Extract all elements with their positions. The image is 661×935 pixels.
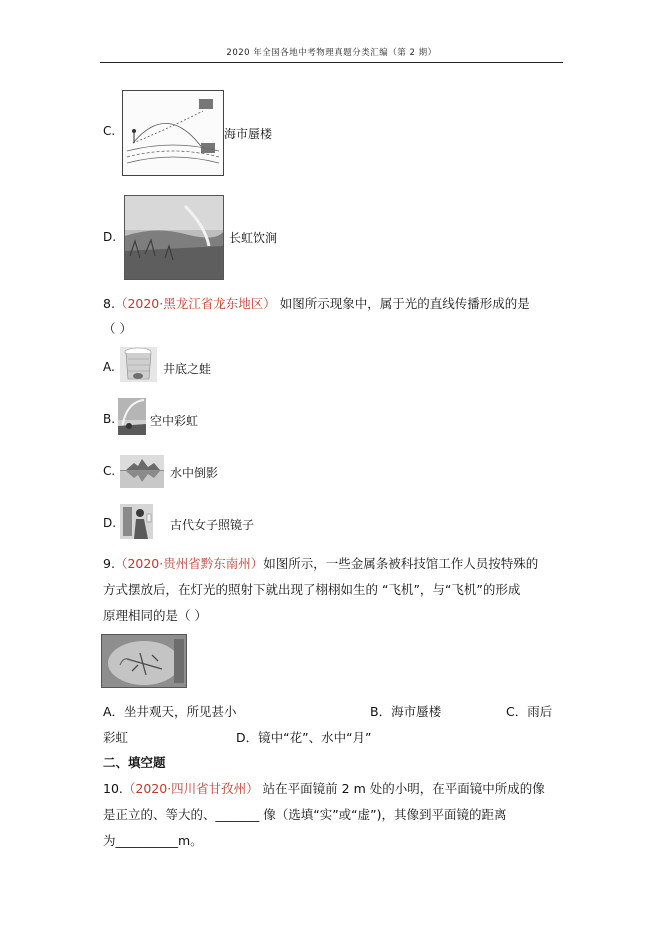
q9-source: （2020·贵州省黔东南州） <box>114 556 264 571</box>
q8-option-c-caption: 水中倒影 <box>170 466 219 480</box>
q8-stem <box>103 294 530 312</box>
q8-stem-text: 如图所示现象中，属于光的直线传播形成的是 <box>279 296 530 311</box>
rainbow-photo <box>124 195 224 280</box>
q8-answer-blank: （ ） <box>103 321 132 336</box>
q7-option-d-letter: D. <box>103 230 117 244</box>
q8-option-b-letter: B. <box>103 412 116 426</box>
frog-well-photo <box>120 347 157 382</box>
q8-option-d-letter: D. <box>103 516 117 530</box>
q9-option-c: C．雨后 <box>506 704 553 719</box>
header-divider <box>100 62 563 63</box>
q8-option-b-caption: 空中彩虹 <box>150 414 199 428</box>
q9-option-d: D．镜中“花”、水中“月” <box>236 730 372 745</box>
q7-option-c-caption: 海市蜃楼 <box>224 127 273 141</box>
q9-stem-line3: 原理相同的是（ ） <box>103 608 207 623</box>
airplane-shadow-photo <box>101 634 187 688</box>
q10-line1-text: 站在平面镜前 2 m 处的小明，在平面镜中所成的像 <box>262 781 545 796</box>
q7-option-c-letter: C. <box>103 124 116 138</box>
q10-source: （2020·四川省甘孜州） <box>122 781 259 796</box>
q9-number: 9. <box>103 556 115 571</box>
q8-source: （2020·黑龙江省龙东地区） <box>114 296 276 311</box>
q9-stem-line1 <box>103 554 538 572</box>
q8-option-d-caption: 古代女子照镜子 <box>170 518 255 532</box>
q9-option-b: B．海市蜃楼 <box>370 704 442 719</box>
q10-line3: 为__________m。 <box>103 833 203 848</box>
page-header: 2020 年全国各地中考物理真题分类汇编（第 2 期） <box>226 48 437 58</box>
woman-mirror-photo <box>120 504 153 539</box>
q8-option-a-letter: A. <box>103 360 115 374</box>
q9-option-a: A．坐井观天，所见甚小 <box>103 704 237 719</box>
q9-option-c-continued: 彩虹 <box>103 730 129 745</box>
q9-stem-text-1: 如图所示，一些金属条被科技馆工作人员按特殊的 <box>263 556 539 571</box>
sky-rainbow-photo <box>118 398 146 435</box>
q10-number: 10. <box>103 781 123 796</box>
section-title: 二、填空题 <box>103 755 166 770</box>
mirage-illustration <box>122 90 224 176</box>
q8-number: 8. <box>103 296 115 311</box>
q9-stem-line2: 方式摆放后，在灯光的照射下就出现了栩栩如生的 “飞机”，与“飞机”的形成 <box>103 582 521 597</box>
q10-line2: 是正立的、等大的、_______ 像（选填“实”或“虚”)，其像到平面镜的距离 <box>103 807 507 822</box>
q10-line1 <box>103 779 545 797</box>
q7-option-d-caption: 长虹饮涧 <box>229 231 278 245</box>
water-reflection-photo <box>120 455 164 488</box>
q8-option-c-letter: C. <box>103 464 116 478</box>
q8-option-a-caption: 井底之蛙 <box>163 362 212 376</box>
